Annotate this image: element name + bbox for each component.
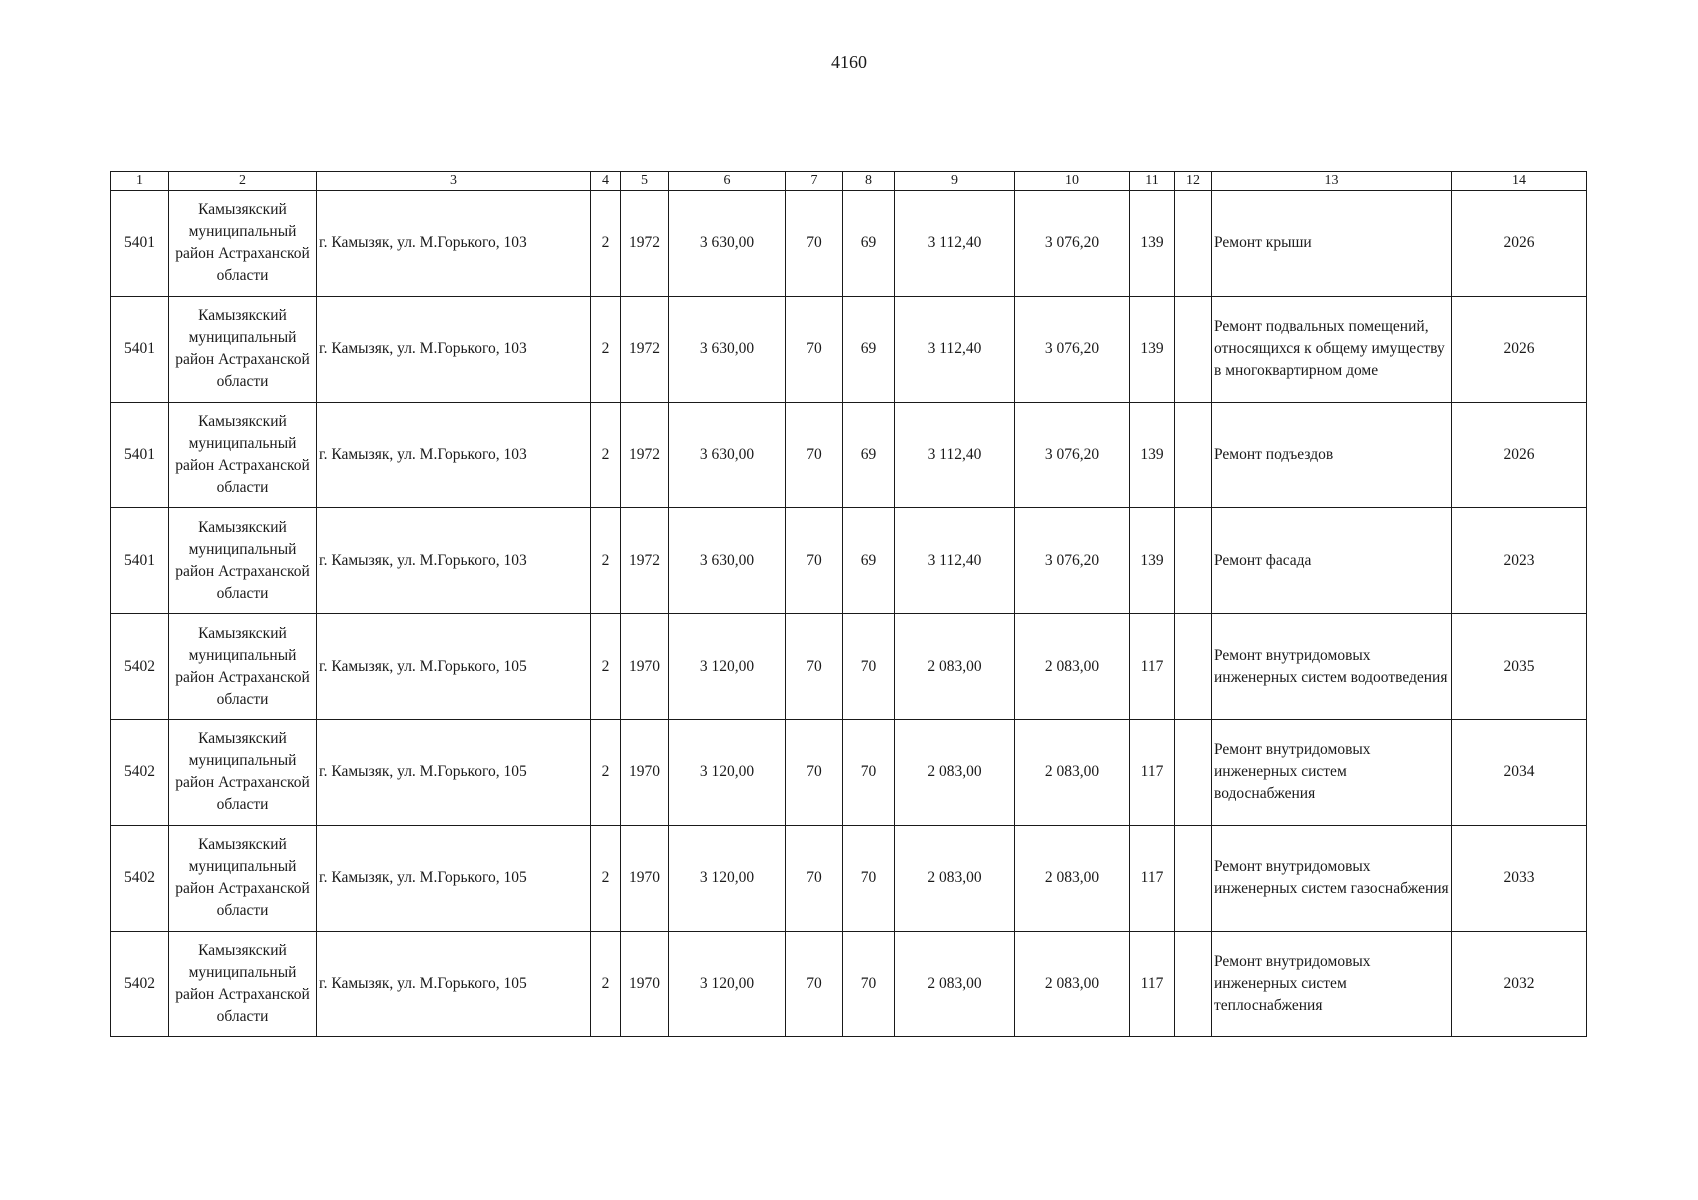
residents-count: 139 xyxy=(1130,402,1175,508)
column-12-value xyxy=(1175,508,1212,614)
plan-year: 2035 xyxy=(1452,614,1587,720)
column-header: 10 xyxy=(1015,172,1130,191)
row-id: 5401 xyxy=(111,402,169,508)
build-year: 1972 xyxy=(621,508,669,614)
address: г. Камызяк, ул. М.Горького, 103 xyxy=(317,508,591,614)
column-header: 7 xyxy=(786,172,843,191)
premises-area: 3 112,40 xyxy=(895,508,1015,614)
premises-area: 3 112,40 xyxy=(895,191,1015,297)
municipality: Камызякский муниципальный район Астраханской области xyxy=(169,614,317,720)
column-8-value: 69 xyxy=(843,191,895,297)
municipality: Камызякский муниципальный район Астраханской области xyxy=(169,402,317,508)
column-7-value: 70 xyxy=(786,719,843,825)
column-8-value: 70 xyxy=(843,825,895,931)
municipality: Камызякский муниципальный район Астраханской области xyxy=(169,931,317,1037)
residential-area: 2 083,00 xyxy=(1015,931,1130,1037)
floors: 2 xyxy=(591,614,621,720)
total-area: 3 630,00 xyxy=(669,191,786,297)
build-year: 1970 xyxy=(621,825,669,931)
work-type: Ремонт фасада xyxy=(1212,508,1452,614)
row-id: 5402 xyxy=(111,719,169,825)
residential-area: 2 083,00 xyxy=(1015,825,1130,931)
row-id: 5402 xyxy=(111,825,169,931)
column-12-value xyxy=(1175,296,1212,402)
address: г. Камызяк, ул. М.Горького, 105 xyxy=(317,719,591,825)
build-year: 1970 xyxy=(621,719,669,825)
floors: 2 xyxy=(591,825,621,931)
capital-repair-table xyxy=(110,171,1587,1037)
column-8-value: 69 xyxy=(843,402,895,508)
municipality: Камызякский муниципальный район Астраханской области xyxy=(169,508,317,614)
municipality: Камызякский муниципальный район Астраханской области xyxy=(169,825,317,931)
work-type: Ремонт подвальных помещений, относящихся к общему имуществу в многоквартирном доме xyxy=(1212,296,1452,402)
column-8-value: 70 xyxy=(843,931,895,1037)
premises-area: 3 112,40 xyxy=(895,296,1015,402)
address: г. Камызяк, ул. М.Горького, 105 xyxy=(317,825,591,931)
address: г. Камызяк, ул. М.Горького, 103 xyxy=(317,296,591,402)
row-id: 5401 xyxy=(111,191,169,297)
work-type: Ремонт крыши xyxy=(1212,191,1452,297)
table-row xyxy=(111,402,1587,508)
column-header: 5 xyxy=(621,172,669,191)
floors: 2 xyxy=(591,402,621,508)
total-area: 3 630,00 xyxy=(669,402,786,508)
residents-count: 117 xyxy=(1130,825,1175,931)
total-area: 3 630,00 xyxy=(669,296,786,402)
column-12-value xyxy=(1175,402,1212,508)
floors: 2 xyxy=(591,931,621,1037)
work-type: Ремонт внутридомовых инженерных систем водоснабжения xyxy=(1212,719,1452,825)
residential-area: 3 076,20 xyxy=(1015,191,1130,297)
total-area: 3 630,00 xyxy=(669,508,786,614)
residents-count: 139 xyxy=(1130,508,1175,614)
column-8-value: 69 xyxy=(843,508,895,614)
residents-count: 117 xyxy=(1130,614,1175,720)
table-row xyxy=(111,719,1587,825)
column-header: 3 xyxy=(317,172,591,191)
floors: 2 xyxy=(591,719,621,825)
column-12-value xyxy=(1175,191,1212,297)
table-row xyxy=(111,191,1587,297)
row-id: 5401 xyxy=(111,508,169,614)
municipality: Камызякский муниципальный район Астраханской области xyxy=(169,719,317,825)
floors: 2 xyxy=(591,508,621,614)
column-header: 2 xyxy=(169,172,317,191)
row-id: 5401 xyxy=(111,296,169,402)
residents-count: 117 xyxy=(1130,931,1175,1037)
column-header: 14 xyxy=(1452,172,1587,191)
total-area: 3 120,00 xyxy=(669,825,786,931)
column-7-value: 70 xyxy=(786,825,843,931)
premises-area: 2 083,00 xyxy=(895,614,1015,720)
residential-area: 3 076,20 xyxy=(1015,508,1130,614)
plan-year: 2026 xyxy=(1452,296,1587,402)
column-7-value: 70 xyxy=(786,296,843,402)
floors: 2 xyxy=(591,296,621,402)
work-type: Ремонт внутридомовых инженерных систем теплоснабжения xyxy=(1212,931,1452,1037)
residential-area: 2 083,00 xyxy=(1015,614,1130,720)
plan-year: 2032 xyxy=(1452,931,1587,1037)
column-7-value: 70 xyxy=(786,614,843,720)
build-year: 1972 xyxy=(621,296,669,402)
residents-count: 139 xyxy=(1130,191,1175,297)
column-12-value xyxy=(1175,719,1212,825)
plan-year: 2023 xyxy=(1452,508,1587,614)
total-area: 3 120,00 xyxy=(669,719,786,825)
column-header: 13 xyxy=(1212,172,1452,191)
work-type: Ремонт внутридомовых инженерных систем газоснабжения xyxy=(1212,825,1452,931)
column-8-value: 70 xyxy=(843,614,895,720)
build-year: 1970 xyxy=(621,931,669,1037)
premises-area: 2 083,00 xyxy=(895,719,1015,825)
column-header: 1 xyxy=(111,172,169,191)
column-7-value: 70 xyxy=(786,191,843,297)
work-type: Ремонт внутридомовых инженерных систем водоотведения xyxy=(1212,614,1452,720)
column-12-value xyxy=(1175,825,1212,931)
total-area: 3 120,00 xyxy=(669,931,786,1037)
residents-count: 139 xyxy=(1130,296,1175,402)
residents-count: 117 xyxy=(1130,719,1175,825)
address: г. Камызяк, ул. М.Горького, 105 xyxy=(317,931,591,1037)
column-12-value xyxy=(1175,931,1212,1037)
column-8-value: 69 xyxy=(843,296,895,402)
address: г. Камызяк, ул. М.Горького, 105 xyxy=(317,614,591,720)
build-year: 1970 xyxy=(621,614,669,720)
floors: 2 xyxy=(591,191,621,297)
column-header: 4 xyxy=(591,172,621,191)
address: г. Камызяк, ул. М.Горького, 103 xyxy=(317,402,591,508)
residential-area: 3 076,20 xyxy=(1015,296,1130,402)
column-7-value: 70 xyxy=(786,931,843,1037)
table-row xyxy=(111,825,1587,931)
column-number-row xyxy=(111,172,1587,191)
premises-area: 3 112,40 xyxy=(895,402,1015,508)
premises-area: 2 083,00 xyxy=(895,931,1015,1037)
column-header: 12 xyxy=(1175,172,1212,191)
municipality: Камызякский муниципальный район Астраханской области xyxy=(169,191,317,297)
residential-area: 2 083,00 xyxy=(1015,719,1130,825)
address: г. Камызяк, ул. М.Горького, 103 xyxy=(317,191,591,297)
table-row xyxy=(111,614,1587,720)
table-row xyxy=(111,931,1587,1037)
column-header: 11 xyxy=(1130,172,1175,191)
build-year: 1972 xyxy=(621,191,669,297)
row-id: 5402 xyxy=(111,931,169,1037)
column-8-value: 70 xyxy=(843,719,895,825)
plan-year: 2034 xyxy=(1452,719,1587,825)
build-year: 1972 xyxy=(621,402,669,508)
column-header: 8 xyxy=(843,172,895,191)
column-header: 6 xyxy=(669,172,786,191)
plan-year: 2026 xyxy=(1452,191,1587,297)
column-12-value xyxy=(1175,614,1212,720)
residential-area: 3 076,20 xyxy=(1015,402,1130,508)
total-area: 3 120,00 xyxy=(669,614,786,720)
municipality: Камызякский муниципальный район Астраханской области xyxy=(169,296,317,402)
plan-year: 2033 xyxy=(1452,825,1587,931)
table-row xyxy=(111,296,1587,402)
column-header: 9 xyxy=(895,172,1015,191)
premises-area: 2 083,00 xyxy=(895,825,1015,931)
column-7-value: 70 xyxy=(786,508,843,614)
row-id: 5402 xyxy=(111,614,169,720)
column-7-value: 70 xyxy=(786,402,843,508)
plan-year: 2026 xyxy=(1452,402,1587,508)
work-type: Ремонт подъездов xyxy=(1212,402,1452,508)
page-number: 4160 xyxy=(831,52,867,72)
table-row xyxy=(111,508,1587,614)
